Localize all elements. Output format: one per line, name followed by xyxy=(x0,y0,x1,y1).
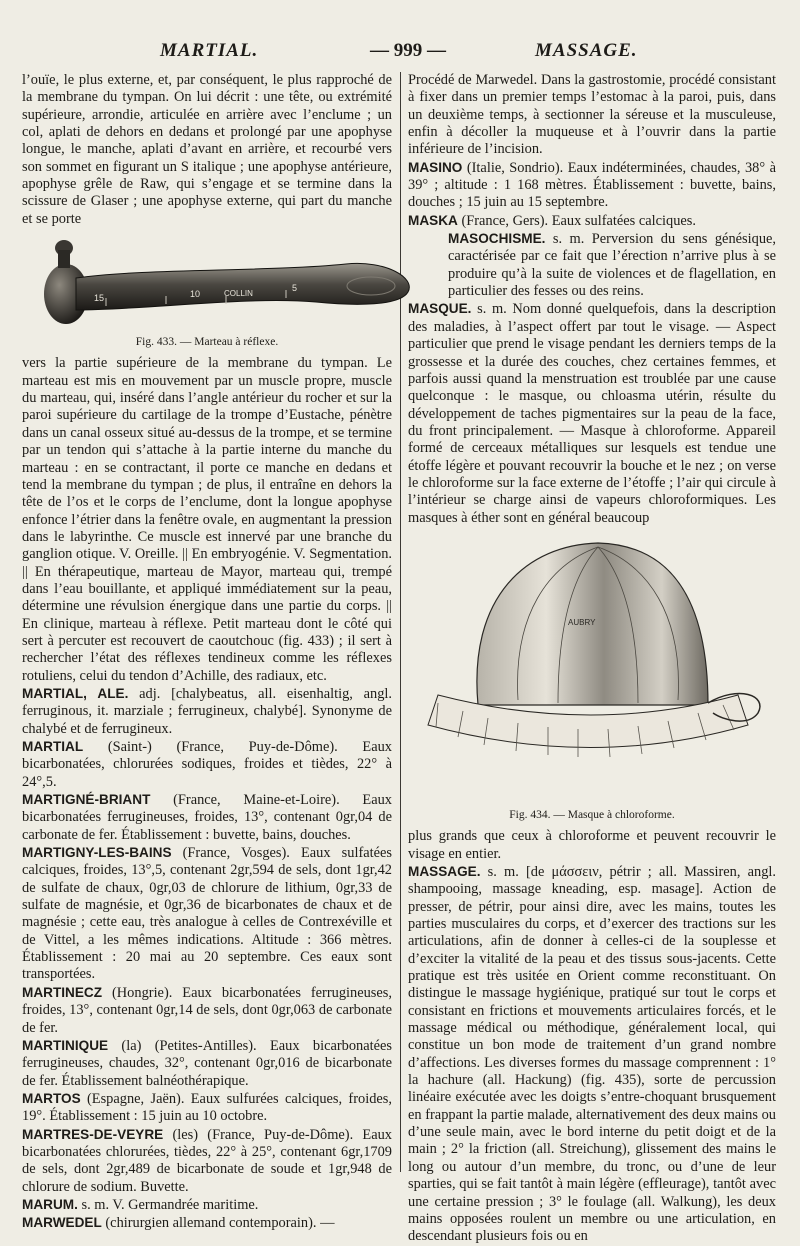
scale-label-15: 15 xyxy=(94,293,105,304)
entry-text: (Hongrie). Eaux bicarbonatées ferrugineuses, froides, 13°, contenant 0gr,14 de sels, dont 0gr,063 de carbonate de fer. xyxy=(22,984,392,1036)
headword: MARTOS xyxy=(22,1090,81,1106)
right-column xyxy=(408,72,776,1245)
page-number: — 999 — xyxy=(370,40,446,61)
headword: MARTIGNÉ-BRIANT xyxy=(22,792,151,808)
headword: MARTRES-DE-VEYRE xyxy=(22,1126,164,1142)
entry-martos xyxy=(22,1090,392,1126)
entry-text: (les) (France, Puy-de-Dôme). Eaux bicarbonatées chlorurées, tièdes, 22° à 25°, contenant 6gr,1709 de sels, dont 2gr,489 de bicarbonate de soude et 1gr,948 de chlorure de sodium. Buvette. xyxy=(22,1126,392,1195)
scale-label-5: 5 xyxy=(292,283,298,294)
headword: MARTIAL xyxy=(22,739,84,754)
entry-text: adj. [chalybeatus, all. eisenhaltig, angl. ferruginous, it. marziale ; ferrugineux, chalybé]. Synonyme de chalybé et de ferrugineux. xyxy=(22,685,393,737)
entry-martial-ale xyxy=(22,685,392,738)
headword: MARTIGNY-LES-BAINS xyxy=(22,845,172,861)
entry-martinique xyxy=(22,1037,392,1090)
entry-martigne-briant xyxy=(22,791,392,844)
hammer-handle-shape xyxy=(76,264,409,311)
entry-maska xyxy=(408,212,776,230)
maker-mark: COLLIN xyxy=(224,289,253,299)
figure-433-caption: Fig. 433. — Marteau à réflexe. xyxy=(135,336,279,349)
entry-text: (France, Maine-et-Loire). Eaux bicarbonatées ferrugineuses, froides, 13°, contenant 0gr,04 de carbonate de fer. Établissement : buvette, bains, douches. xyxy=(22,792,392,843)
headword: MARTINECZ xyxy=(22,984,103,1000)
entry-text: s. m. [de μάσσειν, pétrir ; all. Massiren, angl. shampooing, massage kneading, esp. masage]. Action de presser, de pétrir, pour ainsi dire, avec les mains, toutes les parties musculaires du corps, et d’exercer des tractions sur les articulations, afin de donner à celles-ci de la souplesse et d’exciter la vitalité de la peau et des tissus sous-jacents. Cette pratique est très usitée en Orient comme reconstituant. On distingue le massage hygiénique, pratiqué sur tout le corps et consistant en frictions et mouvements articulaires forcés, et le massage médical ou méthodique, généralement local, qui constitue un bon mode de traitement d’un grand nombre d’affections. Les diverses formes du massage comprennent : 1° la hachure (all. Hackung) (fig. 435), sorte de percussion linéaire exécutée avec les doigts s’entre-choquant brusquement en frappant la partie malade, alternativement des deux mains ou d’une seule main, avec le bord interne du petit doigt et de la main ; 2° la friction (all. Streichung), glissement des mains le long ou autour d’un membre, du tronc, ou d’une de leur sparties, qui se fait tantôt à main légère (effleurage), tantôt avec une certaine pression ; 3° le foulage (all. Walkung), les deux mains opposées roulent un membre ou une articulation, en descendant plusieurs fois ou en xyxy=(408,863,776,1245)
headword: MASQUE. xyxy=(408,301,472,317)
entry-text: s. m. V. Germandrée maritime. xyxy=(77,1196,259,1213)
entry-martinecz xyxy=(22,984,392,1037)
entry-text: (chirurgien allemand contemporain). — xyxy=(101,1215,335,1232)
entry-text: (la) (Petites-Antilles). Eaux bicarbonatées ferrugineuses, chaudes, 32°, contenant 0gr,016 de bicarbonate de fer. Établissement balnéothérapique. xyxy=(22,1037,392,1089)
figure-434-caption: Fig. 434. — Masque à chloroforme. xyxy=(509,808,675,821)
maker-mark: AUBRY xyxy=(568,617,596,627)
entry-marum xyxy=(22,1196,392,1214)
entry-text: (France, Vosges). Eaux sulfatées calciques, froides, 13°,5, contenant 2gr,594 de sels, dont 1gr,42 de sulfate de chaux, 0gr,03 de chlorure de lithium, 0gr,33 de sulfate de magnésie, et 0gr,36 de bicarbonates de chaux et de magnésie ; cette eau, très analogue à celles de Contrexéville et de Vittel, a les mêmes indications. Altitude : 366 mètres. Établissement : 20 mai au 20 septembre. Ces eaux sont transportées. xyxy=(22,845,392,983)
entry-martres-de-veyre xyxy=(22,1126,392,1196)
left-column xyxy=(22,72,393,1232)
entry-text: (Saint-) (France, Puy-de-Dôme). Eaux bicarbonatées, chlorurées sodiques, froides et tièdes, 22° à 24°,5. xyxy=(22,739,392,790)
reflex-hammer-illustration xyxy=(16,234,396,332)
entry-martial-saint xyxy=(22,738,392,791)
header-left-word: MARTIAL. xyxy=(160,40,259,61)
entry-masque xyxy=(408,300,776,526)
entry-text: s. m. Perversion du sens génésique, caractérisée par ce fait que l’érection n’arrive plus à se produire qu’à la suite de violences et de flagellation, en particulier des fesses ou des reins. xyxy=(448,231,776,300)
chloroform-mask-illustration xyxy=(408,535,776,805)
entry-massage xyxy=(408,863,776,1246)
marteau-paragraph: l’ouïe, le plus externe, et, par conséquent, le plus rapproché de la membrane du tympan. On lui décrit : une tête, ou extrémité supérieure, arrondie, articulée en arrière avec l’enclume ; un col, aplati de dehors en dedans et prolongé par une apophyse longue, le manche, aplati d’avant en arrière, et recourbé vers son sommet en figurant un S italique ; une apophyse antérieure, apophyse grêle de Raw, qui s’engage et se termine dans la scissure de Glaser ; une apophyse externe, qui part du manche et se porte xyxy=(22,72,392,227)
headword: MASSAGE. xyxy=(408,863,481,879)
running-header xyxy=(0,40,800,68)
entry-martigny-les-bains xyxy=(22,844,392,984)
entry-marwedel xyxy=(22,1214,392,1232)
headword: MASINO xyxy=(408,159,463,175)
entry-text: s. m. Nom donné quelquefois, dans la description des maladies, à l’aspect offert par tout le visage. — Aspect particulier que prend le visage pendant les derniers temps de la grossesse et la durée des couches, chez certaines femmes, et parfois aussi quand la menstruation est troublée par une cause quelconque : le masque, ou chloasma utérin, résulte du développement de taches pigmentaires sur la peau de la face, du front principalement. — Masque à chloroforme. Appareil formé de cerceaux métalliques sur lesquels est tendue une étoffe légère et pouvant recouvrir la bouche et le nez ; on verse le chloroforme sur la face externe de l’étoffe ; l’air qui circule à l’intérieur se charge ainsi de vapeurs chloroformiques. Les masques à éther sont en général beaucoup xyxy=(408,301,776,526)
headword: MARTINIQUE xyxy=(22,1037,109,1053)
headword: MASKA xyxy=(408,212,458,228)
entry-text: (Italie, Sondrio). Eaux indéterminées, chaudes, 38° à 39° ; altitude : 1 168 mètres. Établissement : buvette, bains, douches ; 15 juin au 15 septembre. xyxy=(408,159,776,211)
scale-label-10: 10 xyxy=(190,289,201,300)
figure-434-mask xyxy=(408,535,776,805)
headword: MARUM. xyxy=(22,1196,78,1212)
entry-text: (France, Gers). Eaux sulfatées calciques. xyxy=(457,212,696,229)
entry-text: (Espagne, Jaën). Eaux sulfurées calciques, froides, 19°. Établissement : 15 juin au 10 octobre. xyxy=(22,1090,392,1125)
entry-masochisme xyxy=(408,230,776,300)
marteau-paragraph-continued: vers la partie supérieure de la membrane du tympan. Le marteau est mis en mouvement par un muscle propre, muscle du marteau, qui, inséré dans l’angle antérieur du rocher et sur la paroi supérieure du cartilage de la trompe d’Eustache, pénètre dans un canal osseux situé au-dessus de la trompe, et se termine par un tendon qui s’attache à la partie interne du manche du marteau : en se contractant, il porte ce manche en dedans et tend la membrane du tympan ; de plus, il entraîne en dehors la tête de l’os et le corps de l’enclume, dont la longue apophyse enfonce l’étrier dans la fenêtre ovale, en augmentant la pression dans le labyrinthe. Ce muscle est innervé par une branche du ganglion otique. V. Oreille. || En embryogénie. V. Segmentation. || En thérapeutique, marteau de Mayor, marteau qui, trempé dans l’eau bouillante, et appliqué immédiatement sur la peau, détermine une révulsion énergique dans une partie du corps. || En clinique, marteau à réflexe. Petit marteau dont le côté qui sert à percuter est recouvert de caoutchouc (fig. 433) ; il sert à rechercher l’état des réflexes tendineux comme les réflexes rotuliens, celui du tendon d’Achille, des radiaux, etc. xyxy=(22,355,392,684)
column-divider xyxy=(400,72,401,1172)
headword: MASOCHISME. xyxy=(448,231,546,247)
figure-433-hammer xyxy=(16,234,392,332)
masque-continued: plus grands que ceux à chloroforme et peuvent recouvrir le visage en entier. xyxy=(408,828,776,862)
entry-masino xyxy=(408,159,776,212)
headword: MARWEDEL xyxy=(22,1215,102,1231)
header-right-word: MASSAGE. xyxy=(535,40,638,61)
marwedel-procedure: Procédé de Marwedel. Dans la gastrostomie, procédé consistant à fixer dans un premier temps l’estomac à la paroi, puis, dans un deuxième temps, à sectionner la séreuse et la musculeuse, enfin à décoller la muqueuse et à l’ouvrir dans la partie inférieure de l’incision. xyxy=(408,72,776,158)
headword: MARTIAL, ALE. xyxy=(22,685,129,701)
